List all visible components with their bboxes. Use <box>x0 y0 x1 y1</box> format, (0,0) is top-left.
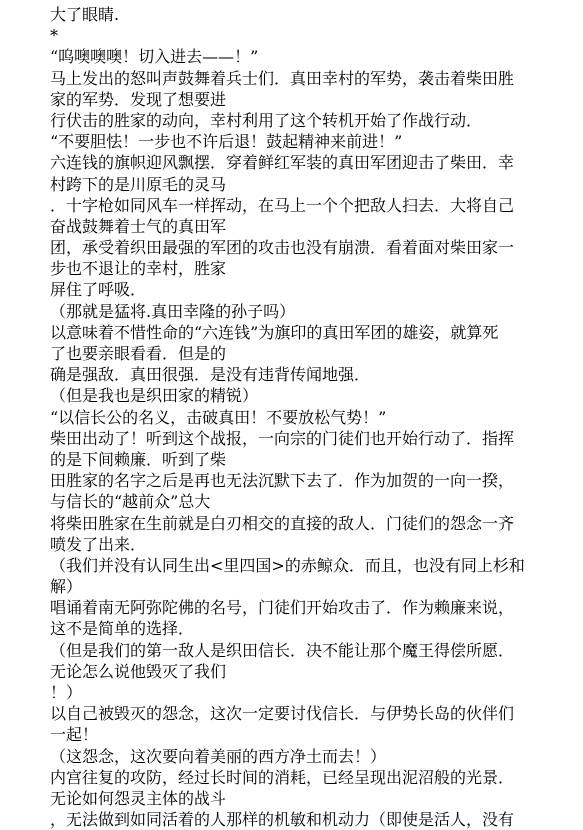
text-line: 六连钱的旗帜迎风飘摆．穿着鲜红军装的真田军团迎击了柴田．幸 <box>50 153 515 173</box>
text-line: “不要胆怯！一步也不许后退！鼓起精神来前进！” <box>50 132 403 152</box>
text-line: ．十字枪如同风车一样挥动，在马上一个个把敌人扫去．大将自己 <box>50 195 515 215</box>
text-line: （但是我们的第一敌人是织田信长．决不能让那个魔王得偿所愿． <box>50 640 515 660</box>
text-line: （但是我也是织田家的精锐） <box>50 386 259 406</box>
text-line: 屏住了呼吸． <box>50 280 147 300</box>
text-line: 无论如何怨灵主体的战斗 <box>50 788 227 808</box>
text-line: 田胜家的名字之后是再也无法沉默下去了．作为加贺的一向一揆， <box>50 471 515 491</box>
text-line: “呜噢噢噢！切入进去——！” <box>50 47 259 67</box>
text-line: 与信长的“越前众”总大 <box>50 492 211 512</box>
text-line: 以自己被毁灭的怨念，这次一定要讨伐信长．与伊势长岛的伙伴们 <box>50 704 515 724</box>
text-line: 村跨下的是川原毛的灵马 <box>50 174 227 194</box>
text-line: 一起！ <box>50 725 99 745</box>
text-line: 内宫往复的攻防，经过长时间的消耗，已经呈现出泥沼般的光景． <box>50 767 515 787</box>
text-line: 唱诵着南无阿弥陀佛的名号，门徒们开始攻击了．作为赖廉来说， <box>50 598 515 618</box>
text-line: “以信长公的名义，击破真田！不要放松气势！” <box>50 407 387 427</box>
text-line: 确是强敌．真田很强．是没有违背传闻地强． <box>50 365 371 385</box>
text-line: 团，承受着织田最强的军团的攻击也没有崩溃．看着面对柴田家一 <box>50 238 515 258</box>
text-line: 无论怎么说他毁灭了我们 <box>50 661 227 681</box>
text-line: 以意味着不惜性命的“六连钱”为旗印的真田军团的雄姿，就算死 <box>50 322 499 342</box>
text-line: 柴田出动了！听到这个战报，一向宗的门徒们也开始行动了．指挥 <box>50 428 515 448</box>
text-line: ，无法做到如同活着的人那样的机敏和机动力（即使是活人，没有 <box>50 810 515 830</box>
text-line: （那就是猛将.真田幸隆的孙子吗） <box>50 301 296 321</box>
text-line: 行伏击的胜家的动向，幸村利用了这个转机开始了作战行动． <box>50 110 483 130</box>
text-line: * <box>50 26 58 46</box>
text-line: 了也要亲眼看看．但是的 <box>50 344 227 363</box>
text-line: 将柴田胜家在生前就是白刃相交的直接的敌人．门徒们的怨念一齐 <box>50 513 515 533</box>
text-line: 的是下间赖廉．听到了柴 <box>50 449 227 469</box>
text-line: 解） <box>50 577 83 597</box>
text-line: 马上发出的怒叫声鼓舞着兵士们．真田幸村的军势，袭击着柴田胜 <box>50 68 515 88</box>
text-line: 家的军势．发现了想要进 <box>50 89 227 109</box>
text-line: 喷发了出来． <box>50 534 147 554</box>
text-line: 大了眼睛. <box>50 5 120 24</box>
text-line: 奋战鼓舞着士气的真田军 <box>50 216 227 236</box>
text-line: 步也不退让的幸村，胜家 <box>50 259 227 279</box>
text-line: 这不是简单的选择． <box>50 619 195 639</box>
text-line: ！） <box>50 683 83 702</box>
text-line: （我们并没有认同生出<里四国>的赤鲸众．而且，也没有同上杉和 <box>50 555 525 575</box>
text-line: （这怨念，这次要向着美丽的西方净土而去！） <box>50 746 387 766</box>
